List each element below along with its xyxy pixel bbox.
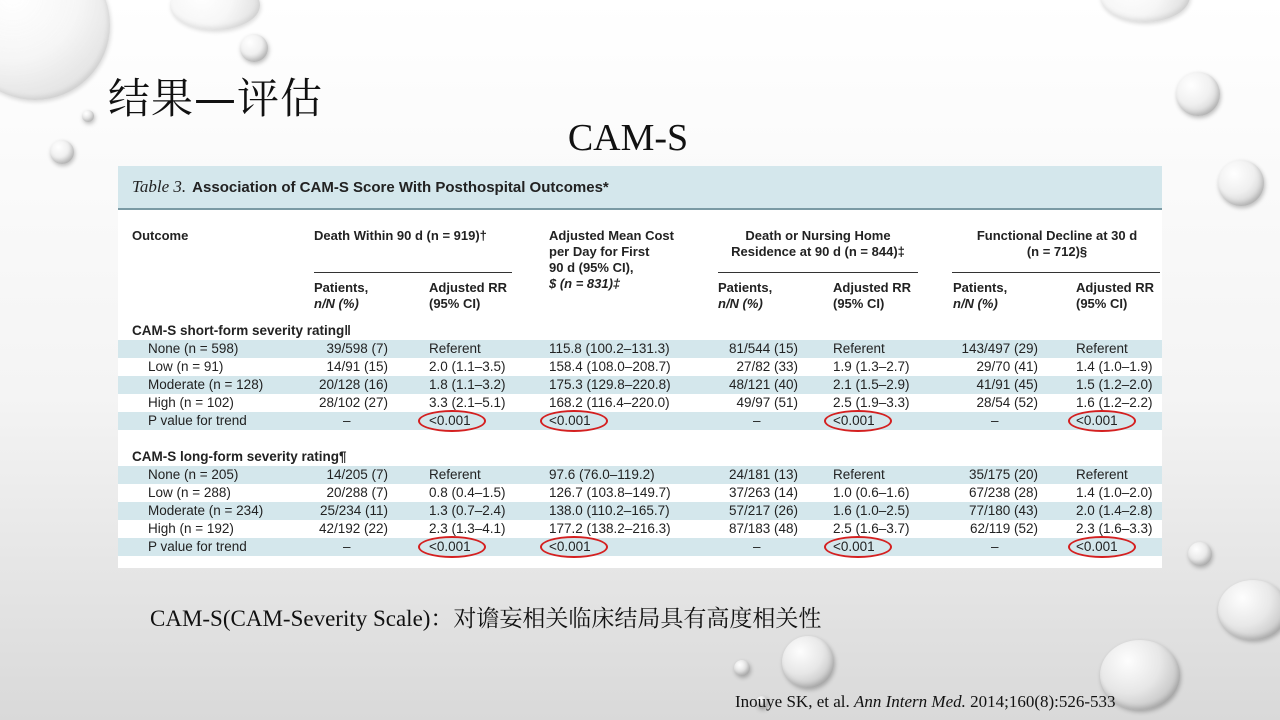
table-row [118,502,1162,520]
table-cell: – [991,539,999,554]
table-cell: 27/82 (33) [736,359,798,374]
table-cell: 97.6 (76.0–119.2) [549,467,655,482]
circle-rr-fd-highlight [1068,410,1136,432]
table-cell: <0.001 [1076,539,1118,554]
table-cell: 42/192 (22) [318,521,388,536]
table-cell: Referent [1076,467,1128,482]
p-value-row [118,412,1162,430]
table-cell: 2.5 (1.9–3.3) [833,395,910,410]
table-cell: 3.3 (2.1–5.1) [429,395,506,410]
circle-rr-nh-highlight [824,410,892,432]
water-drop-decoration [1218,580,1280,640]
table-row [118,358,1162,376]
table-cell: 81/544 (15) [728,341,798,356]
table-cell: 177.2 (138.2–216.3) [549,521,671,536]
table-cell: 24/181 (13) [728,467,798,482]
table-cell: – [753,413,761,428]
table-cell: 158.4 (108.0–208.7) [549,359,671,374]
table-cell: <0.001 [833,413,875,428]
table-row [118,340,1162,358]
table-cell: 57/217 (26) [728,503,798,518]
table-cell: 1.8 (1.1–3.2) [429,377,506,392]
table-cell: 1.0 (0.6–1.6) [833,485,910,500]
table-cell: 67/238 (28) [968,485,1038,500]
row-label: Low (n = 91) [148,359,224,374]
circle-rr-fd-highlight [1068,536,1136,558]
col-header-outcome: Outcome [132,228,189,243]
table-cell: 1.4 (1.0–1.9) [1076,359,1153,374]
table-row [118,520,1162,538]
table-cell: 126.7 (103.8–149.7) [549,485,671,500]
table-cell: 1.3 (0.7–2.4) [429,503,506,518]
table-number: Table 3. [132,177,187,196]
table-cell: – [343,413,351,428]
table-cell: <0.001 [833,539,875,554]
table-cell: 20/288 (7) [326,485,388,500]
results-table [118,166,1162,568]
table-cell: 29/70 (41) [976,359,1038,374]
circle-rr-nh-highlight [824,536,892,558]
water-drop-decoration [1100,0,1190,22]
citation [735,692,1116,712]
table-cell: Referent [429,467,481,482]
p-value-row [118,538,1162,556]
table-cell: 77/180 (43) [968,503,1038,518]
subheader-patients-unit: n/N (%) [718,296,763,311]
circle-cost-highlight [540,410,608,432]
subheader-patients: Patients, [718,280,773,295]
table-cell: 2.1 (1.5–2.9) [833,377,910,392]
table-cell: 1.4 (1.0–2.0) [1076,485,1153,500]
table-cell: 2.5 (1.6–3.7) [833,521,910,536]
subheader-rr: Adjusted RR [429,280,507,295]
row-label: Moderate (n = 234) [148,503,264,518]
table-row [118,484,1162,502]
table-cell: 1.5 (1.2–2.0) [1076,377,1153,392]
water-drop-decoration [1188,542,1212,566]
table-cell: 20/128 (16) [318,377,388,392]
table-cell: <0.001 [429,413,471,428]
table-cell: Referent [1076,341,1128,356]
water-drop-decoration [1176,72,1220,116]
table-cell: – [991,413,999,428]
subheader-patients-unit: n/N (%) [314,296,359,311]
table-cell: 62/119 (52) [969,521,1038,536]
table-cell: 37/263 (14) [728,485,798,500]
table-cell: Referent [429,341,481,356]
circle-rr-death-highlight [418,410,486,432]
subheader-patients-unit: n/N (%) [953,296,998,311]
col-header-fd-1: Functional Decline at 30 d [976,228,1138,243]
slide-caption: CAM-S(CAM-Severity Scale)：对谵妄相关临床结局具有高度相关性 [150,606,822,631]
table-cell: 0.8 (0.4–1.5) [429,485,506,500]
table-cell: <0.001 [429,539,471,554]
row-label: High (n = 102) [148,395,234,410]
table-cell: <0.001 [549,413,591,428]
table-title: Association of CAM-S Score With Posthospital Outcomes* [192,178,609,196]
col-header-nh-2: Residence at 90 d (n = 844)‡ [731,244,905,259]
col-header-cost-1: Adjusted Mean Cost [549,228,674,243]
table-cell: 14/91 (15) [326,359,388,374]
table-cell: 2.3 (1.3–4.1) [429,521,506,536]
col-header-cost-3: 90 d (95% CI), [549,260,634,275]
table-row [118,376,1162,394]
table-cell: 2.0 (1.1–3.5) [429,359,506,374]
table-cell: 25/234 (11) [319,503,388,518]
table-cell: <0.001 [1076,413,1118,428]
water-drop-decoration [734,660,750,676]
slide-subtitle: CAM-S [567,117,689,159]
table-cell: 2.0 (1.4–2.8) [1076,503,1153,518]
subheader-patients: Patients, [953,280,1008,295]
table-cell: Referent [833,341,885,356]
water-drop-decoration [240,34,268,62]
table-cell: 1.6 (1.0–2.5) [833,503,910,518]
table-cell: 115.8 (100.2–131.3) [549,341,670,356]
water-drop-decoration [170,0,260,30]
row-label: Moderate (n = 128) [148,377,264,392]
water-drop-decoration [782,636,834,688]
circle-rr-death-highlight [418,536,486,558]
table-cell: 1.9 (1.3–2.7) [833,359,910,374]
citation-authors: Inouye SK, et al. [735,692,854,711]
table-cell: 168.2 (116.4–220.0) [549,395,670,410]
header-rule [314,272,512,273]
col-header-fd-2: (n = 712)§ [1026,244,1088,259]
row-label: P value for trend [148,539,247,554]
slide-title: 结果—评估 [108,74,324,123]
table-cell: 35/175 (20) [968,467,1038,482]
table-cell: 49/97 (51) [736,395,798,410]
section-long-form: CAM-S long-form severity rating¶ [132,449,347,464]
subheader-rr: Adjusted RR [1076,280,1154,295]
table-row [118,466,1162,484]
col-header-nh-1: Death or Nursing Home [745,228,891,243]
header-rule [718,272,918,273]
row-label: High (n = 192) [148,521,234,536]
table-row [118,394,1162,412]
table-cell: <0.001 [549,539,591,554]
table-cell: 41/91 (45) [976,377,1038,392]
subheader-rr-ci: (95% CI) [1076,296,1128,311]
row-label: None (n = 598) [148,341,239,356]
citation-details: 2014;160(8):526-533 [965,692,1116,711]
table-cell: – [343,539,351,554]
subheader-patients: Patients, [314,280,369,295]
col-header-cost-2: per Day for First [549,244,650,259]
row-label: Low (n = 288) [148,485,231,500]
table-cell: Referent [833,467,885,482]
table-cell: 138.0 (110.2–165.7) [549,503,670,518]
header-rule [952,272,1160,273]
table-cell: 48/121 (40) [728,377,798,392]
col-header-death90: Death Within 90 d (n = 919)† [314,228,487,243]
citation-journal: Ann Intern Med. [853,692,966,711]
table-cell: 87/183 (48) [728,521,798,536]
table-cell: 28/54 (52) [976,395,1038,410]
table-cell: 28/102 (27) [318,395,388,410]
table-cell: 2.3 (1.6–3.3) [1076,521,1153,536]
table-cell: 143/497 (29) [961,341,1038,356]
table-cell: 175.3 (129.8–220.8) [549,377,671,392]
col-header-cost-4: $ (n = 831)‡ [549,276,621,291]
row-label: P value for trend [148,413,247,428]
table-cell: 1.6 (1.2–2.2) [1076,395,1153,410]
table-cell: 14/205 (7) [326,467,388,482]
table-header-bar [118,166,1162,210]
circle-cost-highlight [540,536,608,558]
water-drop-decoration [1218,160,1264,206]
subheader-rr-ci: (95% CI) [833,296,885,311]
subheader-rr-ci: (95% CI) [429,296,481,311]
section-short-form: CAM-S short-form severity rating‖ [132,323,351,338]
subheader-rr: Adjusted RR [833,280,911,295]
row-label: None (n = 205) [148,467,239,482]
water-drop-decoration [0,0,110,100]
table-cell: – [753,539,761,554]
table-cell: 39/598 (7) [326,341,388,356]
